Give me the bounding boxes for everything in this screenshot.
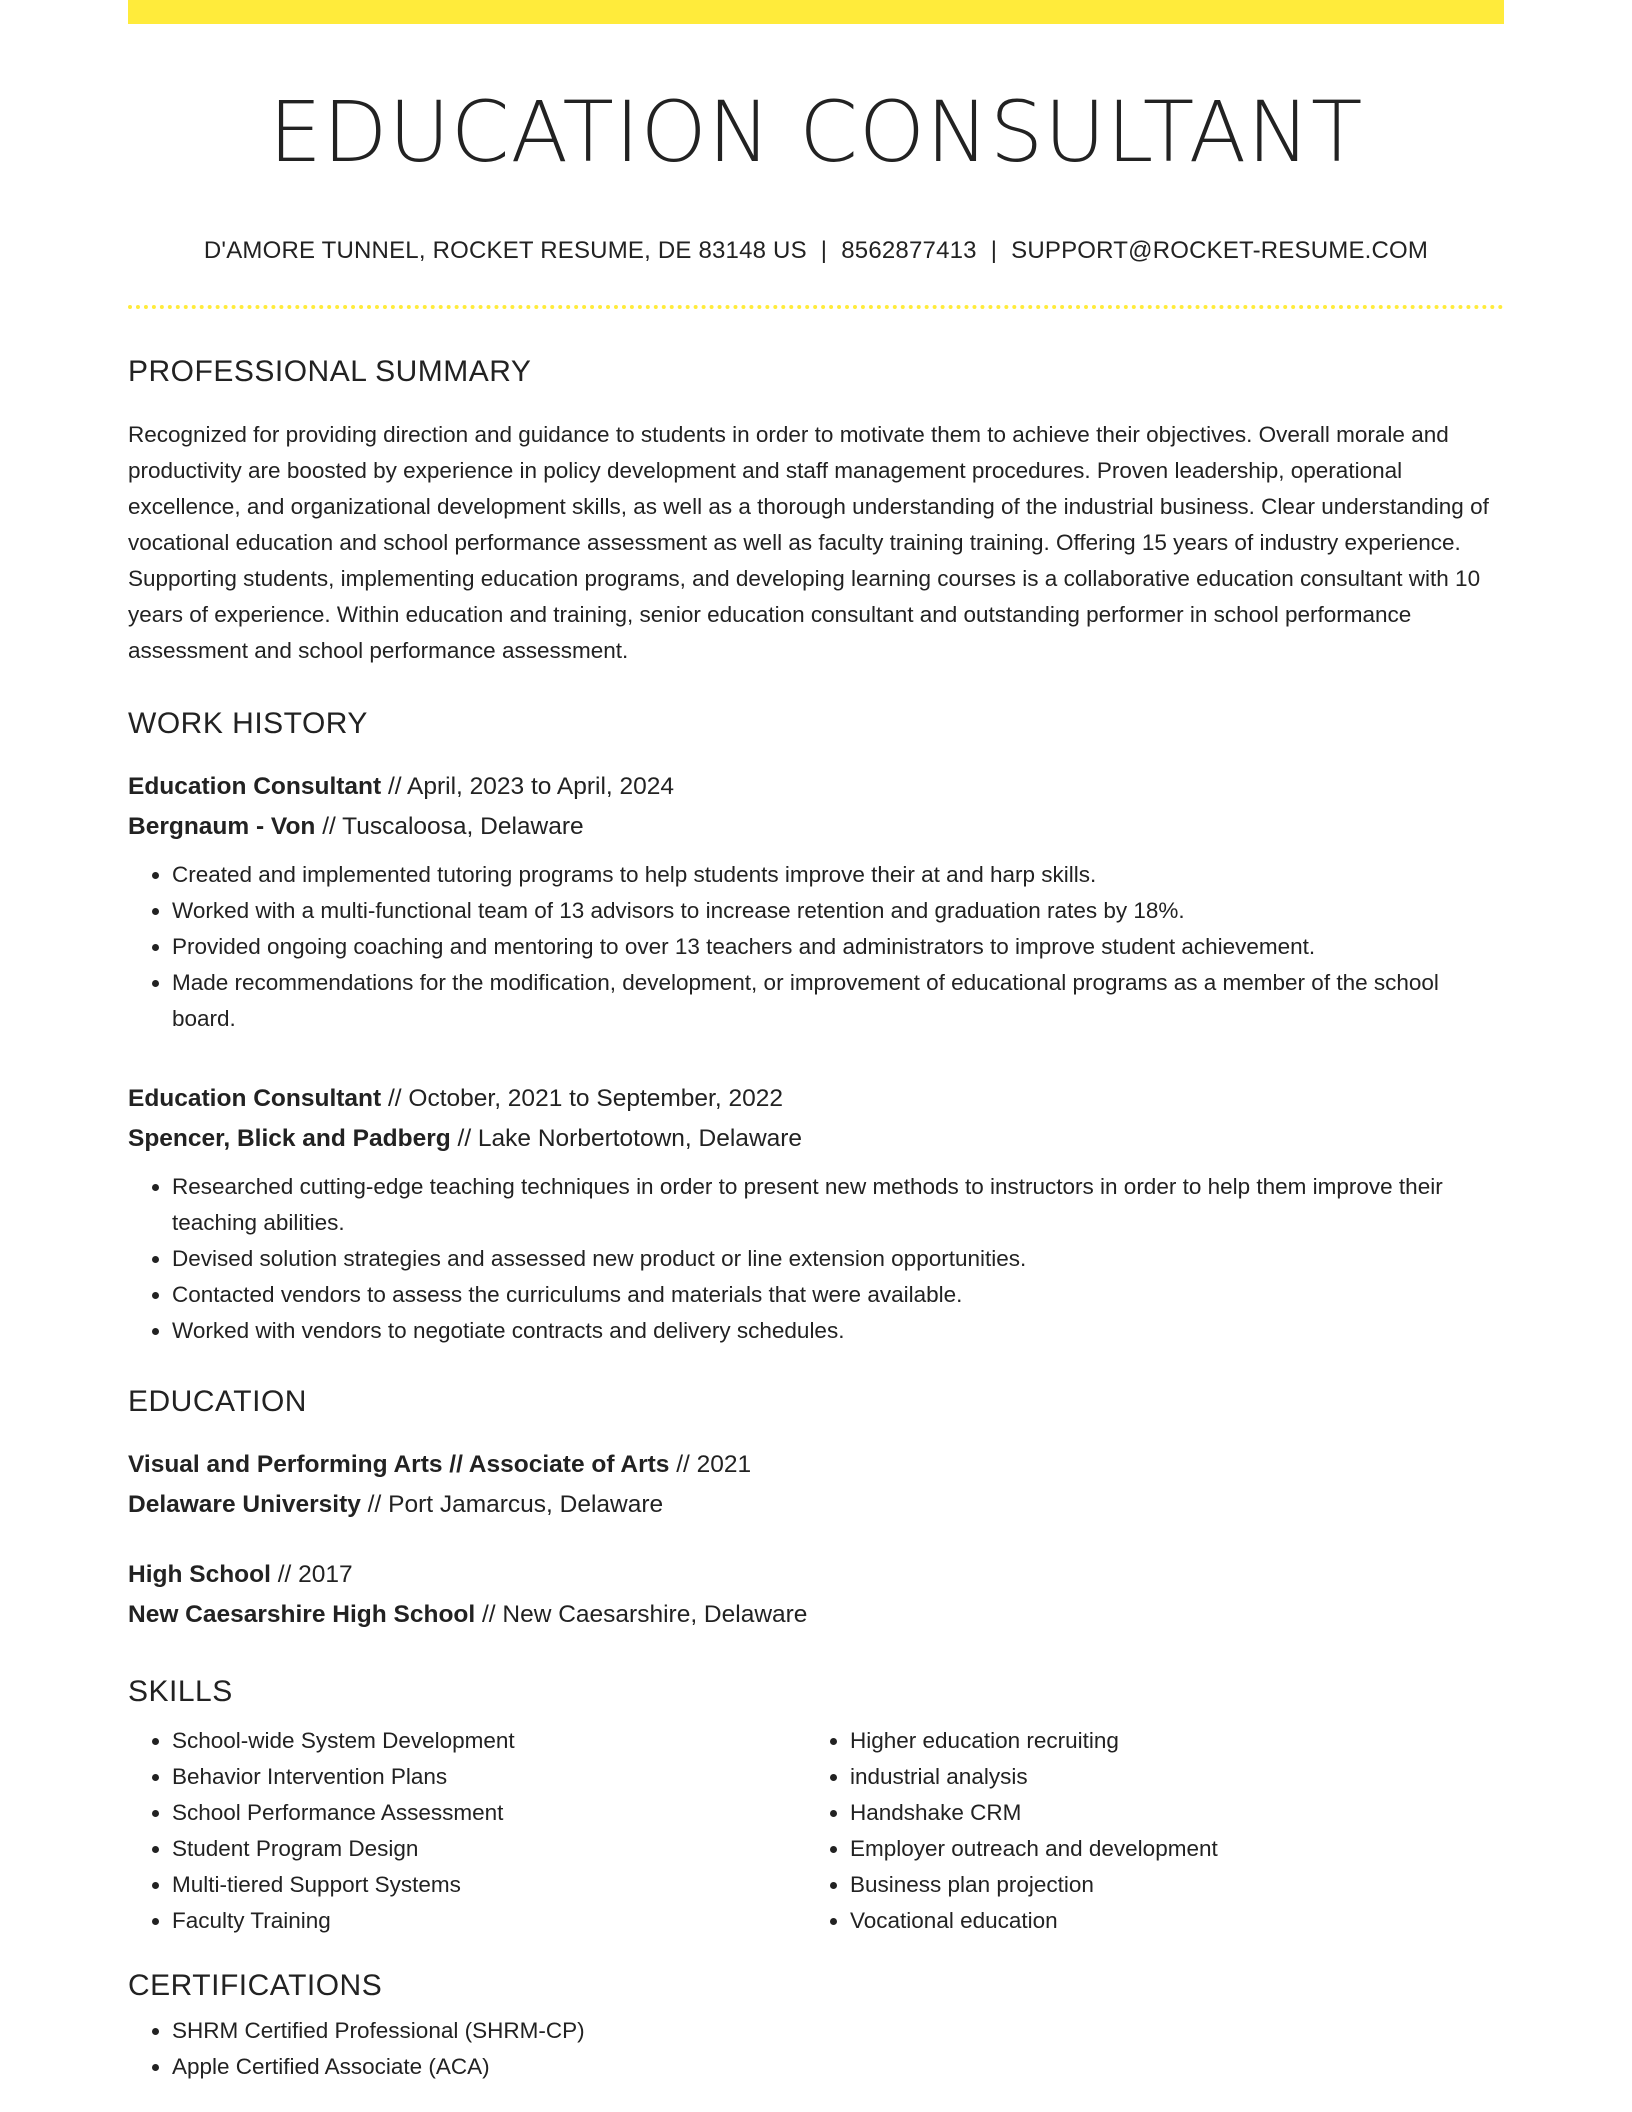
contact-address: D'AMORE TUNNEL, ROCKET RESUME, DE 83148 US	[203, 236, 807, 264]
education-entry	[128, 1445, 1504, 1525]
dotted-divider	[128, 305, 1504, 309]
education-degree-line	[128, 1555, 1504, 1595]
accent-bar	[128, 0, 1504, 24]
skills-column-right	[806, 1723, 1484, 1939]
certification-item: • SHRM Certified Professional (SHRM-CP)	[172, 2013, 1504, 2049]
skill-item: • Multi-tiered Support Systems	[172, 1867, 806, 1903]
job-location: // Lake Norbertotown, Delaware	[450, 1124, 803, 1152]
skill-item: • Business plan projection	[850, 1867, 1484, 1903]
contact-separator: |	[990, 236, 998, 264]
skill-item: • Faculty Training	[172, 1903, 806, 1939]
skills-list	[806, 1723, 1484, 1939]
education-year: // 2021	[669, 1450, 752, 1478]
job-bullet: • Provided ongoing coaching and mentoring to over 13 teachers and administrators to improve student achievement.	[172, 929, 1504, 965]
work-history-heading: WORK HISTORY	[128, 706, 368, 740]
education-degree: Visual and Performing Arts // Associate of Arts	[128, 1450, 670, 1478]
contact-email: SUPPORT@ROCKET-RESUME.COM	[1011, 236, 1429, 264]
skill-item: • School-wide System Development	[172, 1723, 806, 1759]
skills-list	[128, 1723, 806, 1939]
job-entry	[128, 767, 1504, 1037]
education-institution-line	[128, 1485, 1504, 1525]
job-entry	[128, 1079, 1504, 1349]
job-location: // Tuscaloosa, Delaware	[315, 812, 584, 840]
education-institution-line	[128, 1595, 1504, 1635]
skill-item: • Higher education recruiting	[850, 1723, 1484, 1759]
education-heading: EDUCATION	[128, 1384, 307, 1418]
job-bullet: • Worked with a multi-functional team of 13 advisors to increase retention and graduation rates by 18%.	[172, 893, 1504, 929]
resume-page	[128, 0, 1504, 2085]
job-title-line	[128, 767, 1504, 807]
skill-item: • Behavior Intervention Plans	[172, 1759, 806, 1795]
job-company: Bergnaum - Von	[128, 812, 316, 840]
summary-text: Recognized for providing direction and guidance to students in order to motivate them to achieve their objectives. Overall morale and productivity are boosted by experience in policy development and staff management procedures. Proven leadership, operational excellence, and organizational development skills, as well as a thorough understanding of the industrial business. Clear understanding of vocational education and school performance assessment as well as faculty training training. Offering 15 years of industry experience. Supporting students, implementing education programs, and developing learning courses is a collaborative education consultant with 10 years of experience. Within education and training, senior education consultant and outstanding performer in school performance assessment and school performance assessment.	[128, 421, 1489, 663]
job-company: Spencer, Blick and Padberg	[128, 1124, 451, 1152]
job-bullets	[128, 857, 1504, 1037]
skill-item: • Handshake CRM	[850, 1795, 1484, 1831]
job-title: Education Consultant	[128, 772, 382, 800]
skill-item: • Vocational education	[850, 1903, 1484, 1939]
job-bullet: • Worked with vendors to negotiate contracts and delivery schedules.	[172, 1313, 1504, 1349]
job-dates: // April, 2023 to April, 2024	[381, 772, 674, 800]
job-bullet: • Contacted vendors to assess the curriculums and materials that were available.	[172, 1277, 1504, 1313]
job-title-line	[128, 1079, 1504, 1119]
education-year: // 2017	[270, 1560, 353, 1588]
job-company-line	[128, 807, 1504, 847]
certifications-list	[128, 2013, 1504, 2085]
job-bullet: • Created and implemented tutoring programs to help students improve their at and harp skills.	[172, 857, 1504, 893]
education-degree-line	[128, 1445, 1504, 1485]
contact-phone: 8562877413	[841, 236, 977, 264]
summary-heading: PROFESSIONAL SUMMARY	[128, 354, 532, 388]
job-company-line	[128, 1119, 1504, 1159]
job-bullet: • Devised solution strategies and assessed new product or line extension opportunities.	[172, 1241, 1504, 1277]
education-location: // Port Jamarcus, Delaware	[360, 1490, 664, 1518]
education-institution: New Caesarshire High School	[128, 1600, 476, 1628]
certifications-heading: CERTIFICATIONS	[128, 1968, 383, 2002]
certification-item: • Apple Certified Associate (ACA)	[172, 2049, 1504, 2085]
skill-item: • School Performance Assessment	[172, 1795, 806, 1831]
education-degree: High School	[128, 1560, 271, 1588]
education-location: // New Caesarshire, Delaware	[475, 1600, 808, 1628]
job-bullet: • Researched cutting-edge teaching techniques in order to present new methods to instructors in order to help them improve their teaching abilities.	[172, 1169, 1504, 1241]
resume-title: EDUCATION CONSULTANT	[268, 83, 1364, 181]
job-dates: // October, 2021 to September, 2022	[381, 1084, 783, 1112]
skills-columns	[128, 1723, 1504, 1939]
skill-item: • Employer outreach and development	[850, 1831, 1484, 1867]
education-institution: Delaware University	[128, 1490, 361, 1518]
job-bullets	[128, 1169, 1504, 1349]
skills-heading: SKILLS	[128, 1674, 233, 1708]
education-entry	[128, 1555, 1504, 1635]
contact-separator: |	[820, 236, 828, 264]
skill-item: • Student Program Design	[172, 1831, 806, 1867]
skills-column-left	[128, 1723, 806, 1939]
contact-line	[128, 237, 1504, 265]
skill-item: • industrial analysis	[850, 1759, 1484, 1795]
job-bullet: • Made recommendations for the modification, development, or improvement of educational programs as a member of the school board.	[172, 965, 1504, 1037]
job-title: Education Consultant	[128, 1084, 382, 1112]
